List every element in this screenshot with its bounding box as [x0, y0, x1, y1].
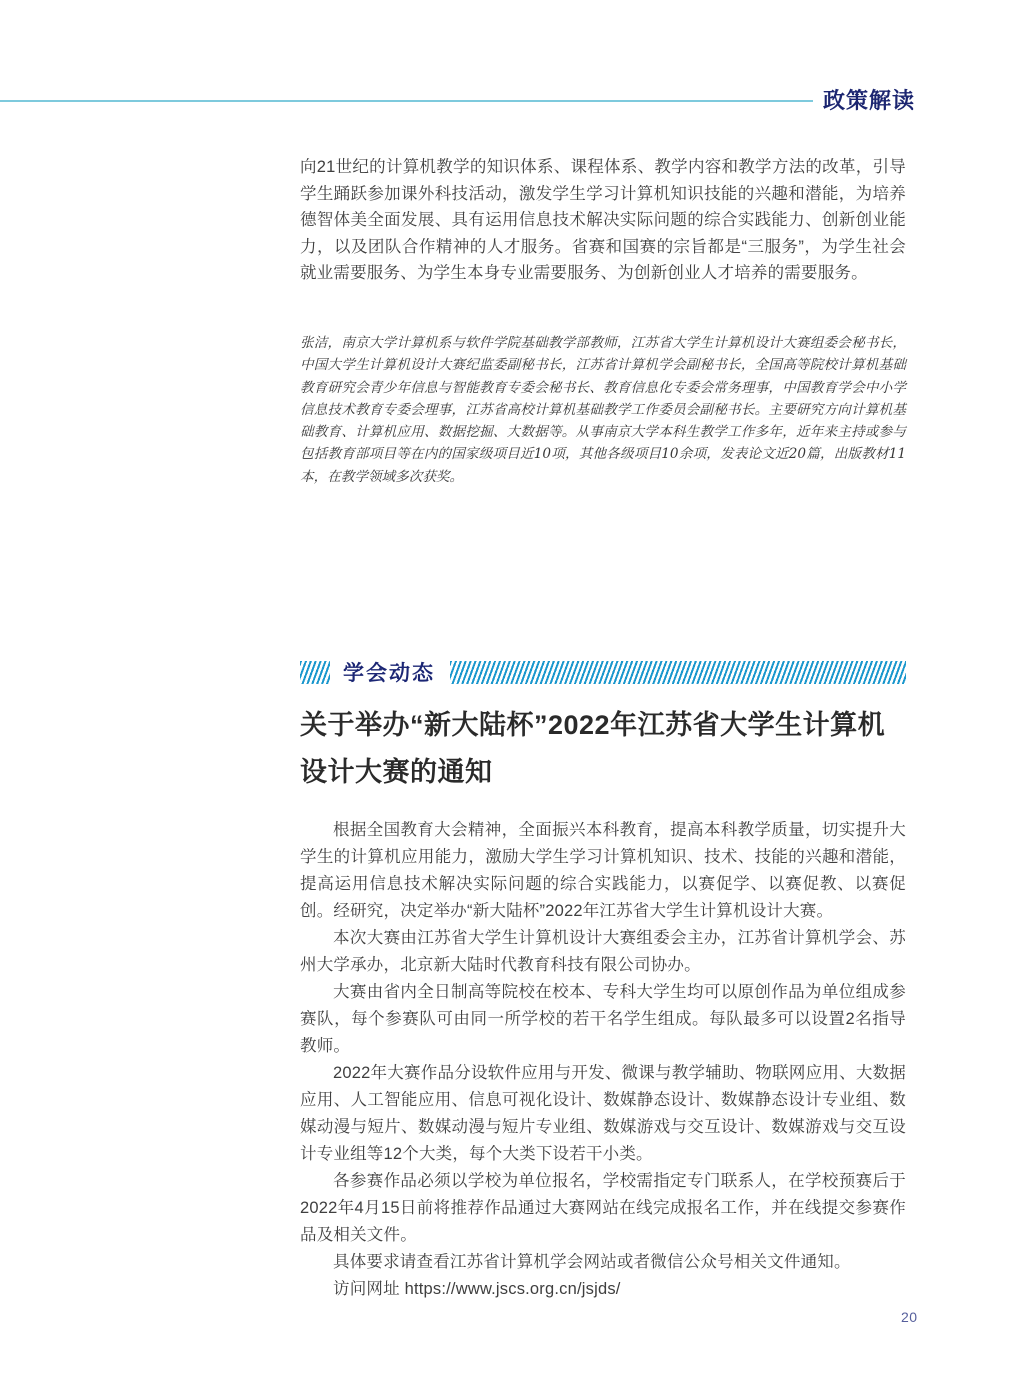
slash-stripes-right-icon	[450, 661, 906, 684]
header-rule-line	[0, 100, 813, 102]
author-bio-paragraph: 张洁，南京大学计算机系与软件学院基础教学部教师，江苏省大学生计算机设计大赛组委会秘书长，中国大学生计算机设计大赛纪监委副秘书长，江苏省计算机学会副秘书长，全国高等院校计算机基础教育研究会青少年信息与智能教育专委会秘书长、教育信息化专委会常务理事，中国教育学会中小学信息技术教育专委会理事，江苏省高校计算机基础教学工作委员会副秘书长。主要研究方向计算机基础教育、计算机应用、数据挖掘、大数据等。从事南京大学本科生教学工作多年，近年来主持或参与包括教育部项目等在内的国家级项目近10项，其他各级项目10余项，发表论文近20篇，出版教材11本，在教学领域多次获奖。	[300, 335, 906, 485]
article-title-line2: 设计大赛的通知	[300, 757, 493, 787]
previous-article-paragraph: 向21世纪的计算机教学的知识体系、课程体系、教学内容和教学方法的改革，引导学生踊跃参加课外科技活动，激发学生学习计算机知识技能的兴趣和潜能，为培养德智体美全面发展、具有运用信息技术解决实际问题的综合实践能力、创新创业能力，以及团队合作精神的人才服务。省赛和国赛的宗旨都是“三服务”，为学生社会就业需要服务、为学生本身专业需要服务、为创新创业人才培养的需要服务。	[300, 158, 906, 282]
article-body	[300, 817, 906, 1303]
article-paragraph: 本次大赛由江苏省大学生计算机设计大赛组委会主办，江苏省计算机学会、苏州大学承办，北京新大陆时代教育科技有限公司协办。	[300, 929, 906, 974]
section-tag-label: 学会动态	[343, 662, 435, 685]
article-paragraph: 根据全国教育大会精神，全面振兴本科教育，提高本科教学质量，切实提升大学生的计算机应用能力，激励大学生学习计算机知识、技术、技能的兴趣和潜能，提高运用信息技术解决实际问题的综合实践能力，以赛促学、以赛促教、以赛促创。经研究，决定举办“新大陆杯”2022年江苏省大学生计算机设计大赛。	[300, 821, 906, 920]
article-title	[300, 702, 940, 796]
section-tag	[300, 660, 906, 684]
slash-stripes-left-icon	[300, 661, 330, 684]
article-paragraph: 2022年大赛作品分设软件应用与开发、微课与教学辅助、物联网应用、大数据应用、人工智能应用、信息可视化设计、数媒静态设计、数媒静态设计专业组、数媒动漫与短片、数媒动漫与短片专业组、数媒游戏与交互设计、数媒游戏与交互设计专业组等12个大类，每个大类下设若干小类。	[300, 1064, 906, 1163]
article-paragraph: 具体要求请查看江苏省计算机学会网站或者微信公众号相关文件通知。	[333, 1253, 851, 1271]
article-website-line: 访问网址 https://www.jscs.org.cn/jsjds/	[333, 1280, 621, 1298]
page-number: 20	[901, 1309, 918, 1325]
header-section-label: 政策解读	[822, 88, 915, 113]
article-title-line1: 关于举办“新大陆杯”2022年江苏省大学生计算机	[300, 710, 886, 740]
article-paragraph: 大赛由省内全日制高等院校在校本、专科大学生均可以原创作品为单位组成参赛队，每个参赛队可由同一所学校的若干名学生组成。每队最多可以设置2名指导教师。	[300, 983, 906, 1055]
article-paragraph: 各参赛作品必须以学校为单位报名，学校需指定专门联系人，在学校预赛后于2022年4月15日前将推荐作品通过大赛网站在线完成报名工作，并在线提交参赛作品及相关文件。	[300, 1172, 906, 1244]
